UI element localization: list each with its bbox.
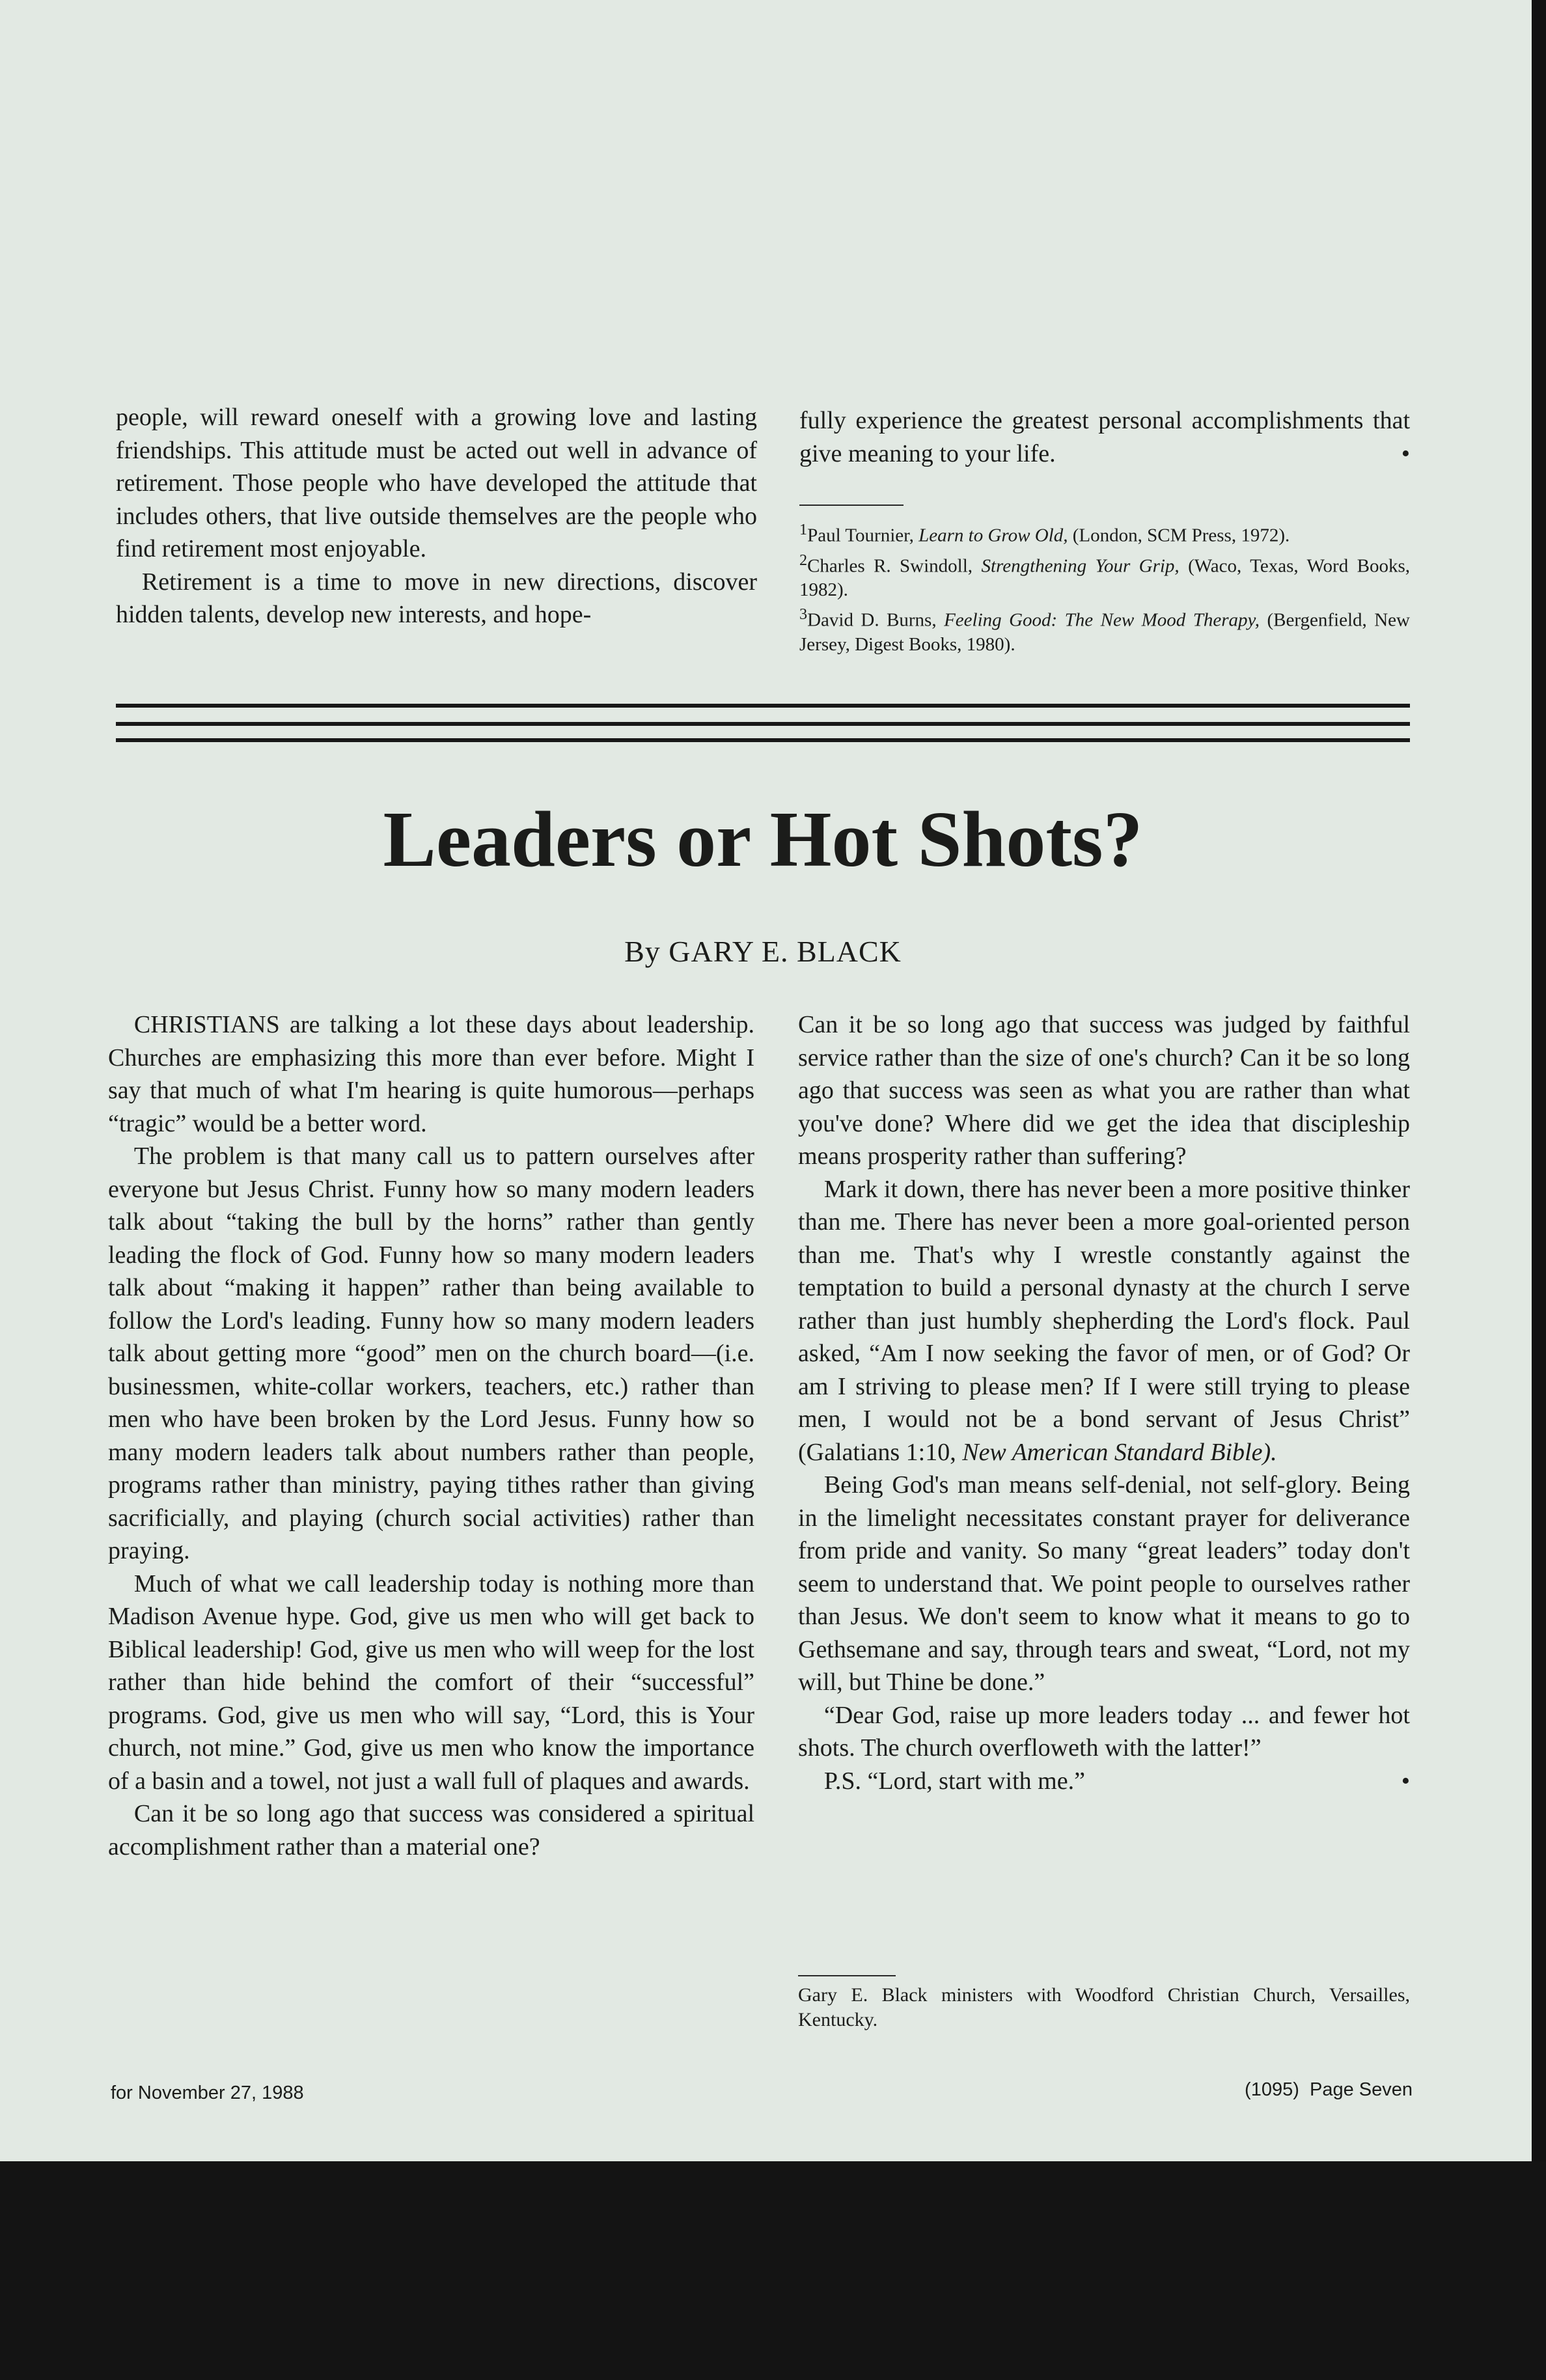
footnote-divider <box>799 505 904 506</box>
article-column-1 <box>108 1008 754 1863</box>
end-mark: • <box>1401 1767 1410 1795</box>
article-column-2 <box>798 1008 1410 1797</box>
footnotes <box>799 518 1410 657</box>
paragraph: Much of what we call leadership today is nothing more than Madison Avenue hype. God, give us men who will get back to Biblical leadership! God, give us men who will weep for the lost rather than hide behind the comfort of their “successful” programs. God, give us men who will say, “Lord, this is Your church, not mine.” God, give us men who know the importance of a basin and a towel, not just a wall full of plaques and awards. <box>108 1570 754 1795</box>
paragraph: The problem is that many call us to pattern ourselves after everyone but Jesus Christ. Funny how so many modern leaders talk about “taking the bull by the horns” rather than gently leading the flock of God. Funny how so many modern leaders talk about “making it happen” rather than being available to follow the Lord's leading. Funny how so many modern leaders talk about getting more “good” men on the church board—(i.e. businessmen, white-collar workers, teachers, etc.) rather than men who have been broken by the Lord Jesus. Funny how so many modern leaders talk about numbers rather than people, programs rather than ministry, paying tithes rather than giving sacrificially, and playing (church social activities) rather than praying. <box>108 1142 754 1564</box>
postscript: P.S. “Lord, start with me.” • <box>798 1765 1410 1798</box>
separator-rule <box>116 704 1410 708</box>
article-title: Leaders or Hot Shots? <box>383 796 1143 883</box>
paragraph: “Dear God, raise up more leaders today ... and fewer hot shots. The church overfloweth with the latter!” <box>798 1701 1410 1762</box>
paragraph: Can it be so long ago that success was judged by faithful service rather than the size of one's church? Can it be so long ago that success was seen as what you are rather than what you've done? Where did we get the idea that discipleship means prosperity rather than suffering? <box>798 1011 1410 1170</box>
footer-date: for November 27, 1988 <box>111 2082 304 2103</box>
top-article-column-1 <box>116 401 757 631</box>
paragraph: Retirement is a time to move in new directions, discover hidden talents, develop new interests, and hope- <box>116 568 757 628</box>
paragraph: people, will reward oneself with a growing love and lasting friendships. This attitude must be acted out well in advance of retirement. Those people who have developed the attitude that includes others, that live outside themselves are the people who find retirement most enjoyable. <box>116 404 757 562</box>
separator-rule <box>116 738 1410 742</box>
end-mark: • <box>1401 439 1410 467</box>
paragraph: fully experience the greatest personal accomplishments that give meaning to your life. • <box>799 404 1410 470</box>
paragraph: Being God's man means self-denial, not self-glory. Being in the limelight necessitates constant prayer for deliverance from pride and vanity. So many “great leaders” today don't seem to understand that. We point people to ourselves rather than Jesus. We don't seem to know what it means to go to Gethsemane and say, through tears and sweat, “Lord, not my will, but Thine be done.” <box>798 1471 1410 1696</box>
footnote: $^1$Paul Tournier, Learn to Grow Old, (London, SCM Press, 1972). <box>799 521 1290 546</box>
paragraph: Can it be so long ago that success was considered a spiritual accomplishment rather than a material one? <box>108 1800 754 1861</box>
paragraph: Mark it down, there has never been a more positive thinker than me. There has never been a more goal-oriented person than me. That's why I wrestle constantly against the temptation to build a personal dynasty at the church I serve rather than just humbly shepherding the Lord's flock. Paul asked, “Am I now seeking the favor of men, or of God? Or am I striving to please men? If I were still trying to please men, I would not be a bond servant of Jesus Christ” (Galatians 1:10, New American Standard Bible). <box>798 1175 1410 1466</box>
separator-rule <box>116 722 1410 726</box>
scan-edge <box>1532 0 1546 2161</box>
author-note: Gary E. Black ministers with Woodford Christian Church, Versailles, Kentucky. <box>798 1984 1410 2030</box>
author-note-divider <box>798 1975 896 1976</box>
byline: By GARY E. BLACK <box>624 935 902 968</box>
top-article-column-2 <box>799 404 1410 470</box>
paragraph: CHRISTIANS are talking a lot these days about leadership. Churches are emphasizing this more than ever before. Might I say that much of what I'm hearing is quite humorous—perhaps “tragic” would be a better word. <box>108 1011 754 1137</box>
footnote: $^2$Charles R. Swindoll, Strengthening Your Grip, (Waco, Texas, Word Books, 1982). <box>799 551 1410 601</box>
footer-page-number: (1095) Page Seven <box>1245 2079 1413 2100</box>
footnote: $^3$David D. Burns, Feeling Good: The New Mood Therapy, (Bergenfield, New Jersey, Digest Books, 1980). <box>799 605 1410 655</box>
